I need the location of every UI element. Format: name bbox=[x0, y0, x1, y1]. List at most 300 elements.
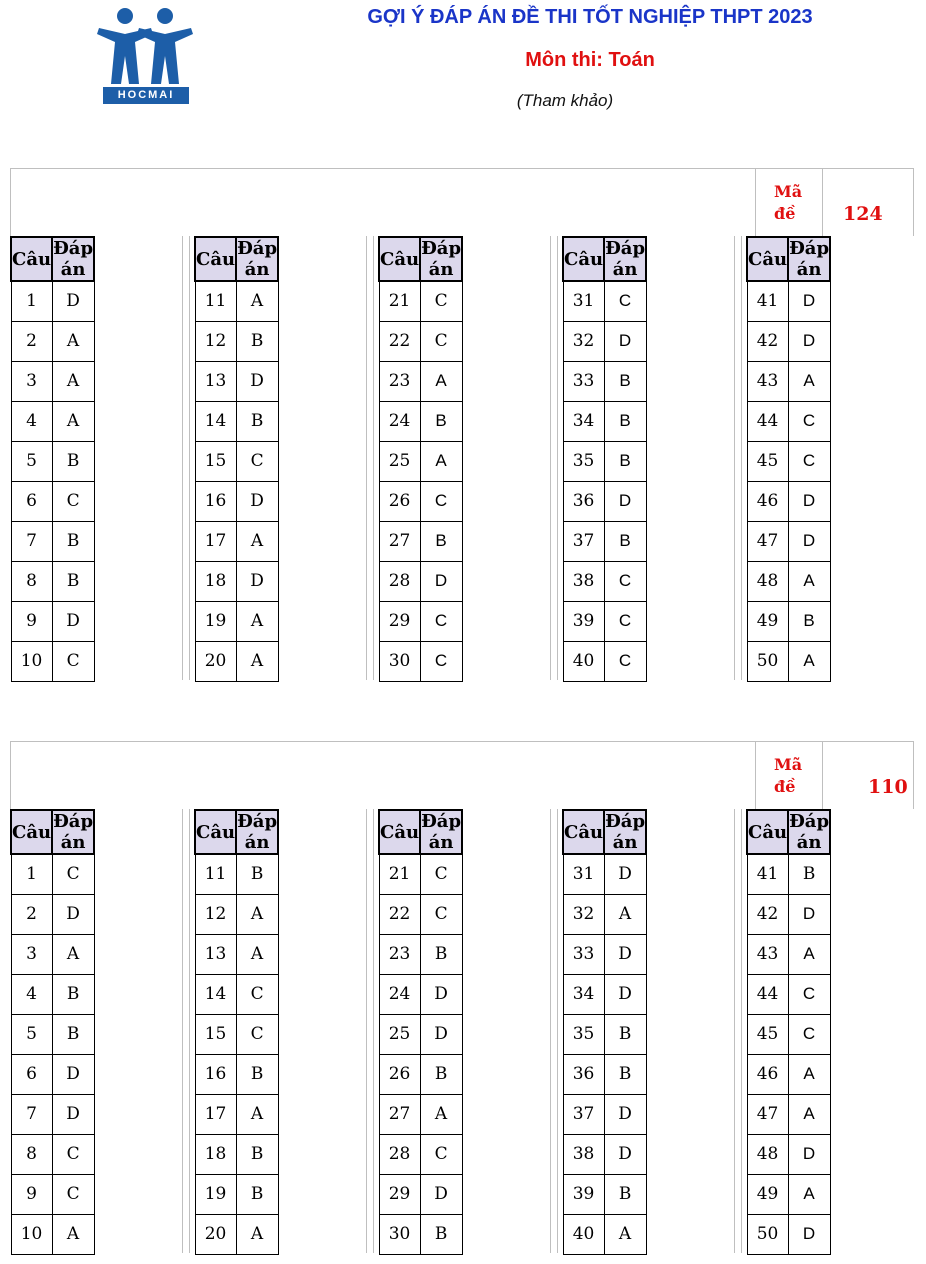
answer-value: B bbox=[420, 521, 462, 561]
table-row bbox=[379, 934, 462, 974]
answer-value: A bbox=[788, 934, 830, 974]
question-number: 19 bbox=[195, 1174, 236, 1214]
question-number: 34 bbox=[563, 401, 604, 441]
question-number: 50 bbox=[747, 1214, 788, 1254]
answer-value: A bbox=[788, 1174, 830, 1214]
answer-group-table bbox=[562, 809, 647, 1255]
question-number: 10 bbox=[11, 641, 52, 681]
table-row bbox=[747, 1014, 830, 1054]
question-number: 29 bbox=[379, 601, 420, 641]
table-row bbox=[195, 361, 278, 401]
question-number: 17 bbox=[195, 521, 236, 561]
answer-value: D bbox=[52, 1094, 94, 1134]
question-number: 28 bbox=[379, 561, 420, 601]
subject-title: Môn thi: Toán bbox=[525, 49, 655, 71]
answer-value: B bbox=[52, 441, 94, 481]
question-number: 18 bbox=[195, 561, 236, 601]
question-number: 38 bbox=[563, 1134, 604, 1174]
question-number: 1 bbox=[11, 854, 52, 894]
table-header-row bbox=[195, 810, 278, 854]
table-row bbox=[379, 321, 462, 361]
table-row bbox=[563, 1094, 646, 1134]
question-number: 37 bbox=[563, 1094, 604, 1134]
answer-column-header: Đáp án bbox=[53, 238, 94, 280]
table-header-row bbox=[563, 237, 646, 281]
answer-column-header: Đáp án bbox=[605, 811, 646, 853]
question-number: 37 bbox=[563, 521, 604, 561]
question-number: 20 bbox=[195, 1214, 236, 1254]
answer-value: A bbox=[236, 281, 278, 321]
table-row bbox=[747, 1214, 830, 1254]
exam-code-value: 110 bbox=[868, 776, 908, 798]
table-row bbox=[563, 481, 646, 521]
answer-value: D bbox=[604, 934, 646, 974]
question-number: 10 bbox=[11, 1214, 52, 1254]
answer-value: A bbox=[236, 894, 278, 934]
question-number: 14 bbox=[195, 974, 236, 1014]
table-row bbox=[195, 521, 278, 561]
table-row bbox=[563, 281, 646, 321]
answer-value: B bbox=[52, 1014, 94, 1054]
question-column-header: Câu bbox=[379, 810, 420, 854]
answer-value: C bbox=[52, 854, 94, 894]
question-number: 9 bbox=[11, 1174, 52, 1214]
question-number: 14 bbox=[195, 401, 236, 441]
table-row bbox=[195, 281, 278, 321]
answer-column-header: Đáp án bbox=[421, 238, 462, 280]
table-row bbox=[747, 974, 830, 1014]
question-number: 9 bbox=[11, 601, 52, 641]
question-number: 49 bbox=[747, 601, 788, 641]
answer-value: B bbox=[604, 1174, 646, 1214]
answer-value: B bbox=[236, 854, 278, 894]
table-row bbox=[747, 281, 830, 321]
answer-value: A bbox=[236, 601, 278, 641]
answer-key-block bbox=[10, 741, 914, 1257]
table-row bbox=[563, 1174, 646, 1214]
answer-value: A bbox=[420, 441, 462, 481]
question-number: 26 bbox=[379, 1054, 420, 1094]
answer-column-header: Đáp án bbox=[237, 238, 278, 280]
table-row bbox=[379, 1174, 462, 1214]
answer-value: A bbox=[236, 1214, 278, 1254]
answer-value: D bbox=[420, 561, 462, 601]
question-number: 4 bbox=[11, 401, 52, 441]
table-row bbox=[195, 974, 278, 1014]
answer-value: B bbox=[604, 1014, 646, 1054]
table-row bbox=[563, 1134, 646, 1174]
question-number: 22 bbox=[379, 321, 420, 361]
question-number: 21 bbox=[379, 854, 420, 894]
answer-value: D bbox=[52, 894, 94, 934]
question-number: 27 bbox=[379, 521, 420, 561]
question-number: 41 bbox=[747, 281, 788, 321]
question-number: 8 bbox=[11, 1134, 52, 1174]
answer-value: C bbox=[236, 974, 278, 1014]
question-number: 47 bbox=[747, 1094, 788, 1134]
question-number: 12 bbox=[195, 894, 236, 934]
question-number: 26 bbox=[379, 481, 420, 521]
table-row bbox=[563, 441, 646, 481]
exam-code-label: Mã đề bbox=[755, 169, 823, 237]
answer-value: D bbox=[788, 281, 830, 321]
table-row bbox=[11, 401, 94, 441]
column-separator bbox=[550, 236, 558, 680]
answer-value: C bbox=[236, 1014, 278, 1054]
answer-value: C bbox=[52, 1174, 94, 1214]
question-number: 1 bbox=[11, 281, 52, 321]
answer-value: C bbox=[788, 1014, 830, 1054]
table-row bbox=[563, 401, 646, 441]
table-header-row bbox=[379, 810, 462, 854]
table-row bbox=[379, 894, 462, 934]
question-column-header: Câu bbox=[563, 810, 604, 854]
question-number: 21 bbox=[379, 281, 420, 321]
answer-value: C bbox=[604, 601, 646, 641]
table-row bbox=[747, 361, 830, 401]
table-row bbox=[195, 1174, 278, 1214]
table-row bbox=[195, 1054, 278, 1094]
table-row bbox=[563, 521, 646, 561]
question-number: 13 bbox=[195, 361, 236, 401]
answer-value: C bbox=[604, 641, 646, 681]
column-separator bbox=[734, 809, 742, 1253]
answer-group-table bbox=[378, 236, 463, 682]
answer-column-header: Đáp án bbox=[605, 238, 646, 280]
table-row bbox=[195, 321, 278, 361]
answer-value: A bbox=[604, 894, 646, 934]
answer-value: B bbox=[420, 1214, 462, 1254]
answer-value: A bbox=[52, 1214, 94, 1254]
table-row bbox=[11, 521, 94, 561]
answer-value: D bbox=[788, 894, 830, 934]
exam-code-header bbox=[10, 741, 914, 809]
question-number: 20 bbox=[195, 641, 236, 681]
answer-value: A bbox=[788, 1054, 830, 1094]
question-column-header: Câu bbox=[11, 237, 52, 281]
question-number: 16 bbox=[195, 1054, 236, 1094]
table-row bbox=[747, 481, 830, 521]
table-row bbox=[11, 561, 94, 601]
answer-value: B bbox=[420, 1054, 462, 1094]
answer-key-block bbox=[10, 168, 914, 684]
table-row bbox=[379, 974, 462, 1014]
table-row bbox=[195, 1014, 278, 1054]
answer-value: D bbox=[52, 281, 94, 321]
question-number: 32 bbox=[563, 321, 604, 361]
answer-value: C bbox=[52, 1134, 94, 1174]
question-number: 44 bbox=[747, 974, 788, 1014]
answer-value: C bbox=[420, 641, 462, 681]
table-row bbox=[563, 1214, 646, 1254]
question-number: 4 bbox=[11, 974, 52, 1014]
question-number: 39 bbox=[563, 1174, 604, 1214]
answer-group-table bbox=[562, 236, 647, 682]
table-row bbox=[563, 641, 646, 681]
question-number: 16 bbox=[195, 481, 236, 521]
table-row bbox=[195, 934, 278, 974]
question-number: 46 bbox=[747, 481, 788, 521]
table-header-row bbox=[379, 237, 462, 281]
answer-value: A bbox=[52, 321, 94, 361]
answer-value: D bbox=[604, 481, 646, 521]
answer-value: A bbox=[236, 641, 278, 681]
answer-value: D bbox=[604, 321, 646, 361]
question-number: 40 bbox=[563, 1214, 604, 1254]
answer-value: A bbox=[52, 934, 94, 974]
table-row bbox=[11, 321, 94, 361]
table-header-row bbox=[563, 810, 646, 854]
question-number: 32 bbox=[563, 894, 604, 934]
question-number: 3 bbox=[11, 934, 52, 974]
table-row bbox=[563, 321, 646, 361]
question-number: 12 bbox=[195, 321, 236, 361]
answer-group-table bbox=[10, 236, 95, 682]
question-number: 40 bbox=[563, 641, 604, 681]
answer-value: C bbox=[52, 481, 94, 521]
answer-value: B bbox=[788, 854, 830, 894]
answer-value: C bbox=[420, 601, 462, 641]
table-row bbox=[11, 281, 94, 321]
question-number: 7 bbox=[11, 1094, 52, 1134]
answer-value: C bbox=[420, 321, 462, 361]
question-number: 25 bbox=[379, 441, 420, 481]
table-row bbox=[563, 894, 646, 934]
question-number: 30 bbox=[379, 1214, 420, 1254]
table-row bbox=[379, 641, 462, 681]
table-row bbox=[195, 481, 278, 521]
question-number: 31 bbox=[563, 281, 604, 321]
question-number: 34 bbox=[563, 974, 604, 1014]
table-header-row bbox=[747, 237, 830, 281]
table-row bbox=[11, 481, 94, 521]
answer-value: B bbox=[420, 934, 462, 974]
answer-value: C bbox=[788, 401, 830, 441]
question-column-header: Câu bbox=[563, 237, 604, 281]
answer-value: B bbox=[236, 1174, 278, 1214]
answer-column-header: Đáp án bbox=[53, 811, 94, 853]
table-row bbox=[11, 1134, 94, 1174]
answer-value: D bbox=[236, 361, 278, 401]
column-separator bbox=[182, 236, 190, 680]
question-number: 28 bbox=[379, 1134, 420, 1174]
answer-value: D bbox=[788, 521, 830, 561]
question-number: 50 bbox=[747, 641, 788, 681]
table-row bbox=[747, 641, 830, 681]
answer-value: B bbox=[604, 401, 646, 441]
answer-value: C bbox=[420, 481, 462, 521]
table-row bbox=[747, 441, 830, 481]
column-separator bbox=[734, 236, 742, 680]
table-row bbox=[747, 1134, 830, 1174]
table-row bbox=[11, 974, 94, 1014]
question-number: 41 bbox=[747, 854, 788, 894]
answer-value: A bbox=[236, 1094, 278, 1134]
question-number: 11 bbox=[195, 281, 236, 321]
table-row bbox=[11, 361, 94, 401]
table-row bbox=[747, 934, 830, 974]
answer-value: D bbox=[420, 1014, 462, 1054]
table-row bbox=[563, 934, 646, 974]
table-row bbox=[11, 934, 94, 974]
table-row bbox=[747, 1054, 830, 1094]
table-row bbox=[195, 854, 278, 894]
answer-group-table bbox=[194, 809, 279, 1255]
hocmai-figures-icon bbox=[95, 4, 195, 88]
question-number: 48 bbox=[747, 1134, 788, 1174]
answer-value: D bbox=[236, 561, 278, 601]
table-row bbox=[563, 854, 646, 894]
answer-value: C bbox=[420, 1134, 462, 1174]
table-row bbox=[195, 601, 278, 641]
question-number: 22 bbox=[379, 894, 420, 934]
answer-column-header: Đáp án bbox=[789, 811, 830, 853]
answer-value: B bbox=[604, 1054, 646, 1094]
table-row bbox=[195, 894, 278, 934]
table-row bbox=[11, 1174, 94, 1214]
table-row bbox=[747, 561, 830, 601]
column-separator bbox=[366, 809, 374, 1253]
question-number: 35 bbox=[563, 1014, 604, 1054]
answer-value: D bbox=[52, 1054, 94, 1094]
answer-value: D bbox=[788, 1214, 830, 1254]
answer-value: B bbox=[604, 361, 646, 401]
question-number: 8 bbox=[11, 561, 52, 601]
answer-value: B bbox=[236, 1134, 278, 1174]
table-row bbox=[195, 1134, 278, 1174]
question-column-header: Câu bbox=[747, 810, 788, 854]
answer-value: C bbox=[420, 854, 462, 894]
question-number: 48 bbox=[747, 561, 788, 601]
table-row bbox=[379, 601, 462, 641]
page-title: GỢI Ý ĐÁP ÁN ĐỀ THI TỐT NGHIỆP THPT 2023 bbox=[367, 6, 813, 28]
answer-value: A bbox=[52, 361, 94, 401]
table-row bbox=[379, 521, 462, 561]
table-row bbox=[11, 1094, 94, 1134]
answer-value: A bbox=[788, 1094, 830, 1134]
question-number: 36 bbox=[563, 1054, 604, 1094]
hocmai-logo bbox=[95, 4, 195, 104]
answer-value: C bbox=[420, 894, 462, 934]
question-number: 42 bbox=[747, 894, 788, 934]
table-row bbox=[195, 1214, 278, 1254]
answer-value: B bbox=[604, 521, 646, 561]
table-row bbox=[379, 361, 462, 401]
table-row bbox=[747, 521, 830, 561]
question-number: 2 bbox=[11, 894, 52, 934]
table-row bbox=[747, 1174, 830, 1214]
question-number: 43 bbox=[747, 361, 788, 401]
table-row bbox=[379, 401, 462, 441]
table-row bbox=[747, 854, 830, 894]
answer-value: A bbox=[788, 361, 830, 401]
question-number: 25 bbox=[379, 1014, 420, 1054]
answer-value: A bbox=[788, 561, 830, 601]
question-column-header: Câu bbox=[11, 810, 52, 854]
table-row bbox=[11, 1214, 94, 1254]
answer-value: B bbox=[52, 561, 94, 601]
question-number: 31 bbox=[563, 854, 604, 894]
question-column-header: Câu bbox=[747, 237, 788, 281]
answer-value: D bbox=[788, 321, 830, 361]
exam-code-value: 124 bbox=[843, 203, 883, 225]
question-number: 15 bbox=[195, 1014, 236, 1054]
table-row bbox=[563, 1014, 646, 1054]
question-number: 39 bbox=[563, 601, 604, 641]
table-row bbox=[11, 601, 94, 641]
table-row bbox=[379, 481, 462, 521]
question-number: 6 bbox=[11, 481, 52, 521]
answer-value: C bbox=[604, 561, 646, 601]
question-number: 6 bbox=[11, 1054, 52, 1094]
question-number: 24 bbox=[379, 974, 420, 1014]
answer-value: A bbox=[236, 521, 278, 561]
answer-value: B bbox=[52, 974, 94, 1014]
question-number: 45 bbox=[747, 1014, 788, 1054]
table-row bbox=[379, 1094, 462, 1134]
table-row bbox=[379, 1214, 462, 1254]
table-row bbox=[747, 321, 830, 361]
answer-column-header: Đáp án bbox=[421, 811, 462, 853]
question-column-header: Câu bbox=[379, 237, 420, 281]
question-number: 23 bbox=[379, 934, 420, 974]
answer-value: D bbox=[604, 1094, 646, 1134]
question-number: 3 bbox=[11, 361, 52, 401]
table-row bbox=[379, 1014, 462, 1054]
answer-value: D bbox=[420, 1174, 462, 1214]
table-row bbox=[195, 641, 278, 681]
table-header-row bbox=[195, 237, 278, 281]
answer-value: A bbox=[236, 934, 278, 974]
answer-value: D bbox=[52, 601, 94, 641]
answer-value: C bbox=[788, 974, 830, 1014]
question-number: 19 bbox=[195, 601, 236, 641]
answer-value: C bbox=[236, 441, 278, 481]
question-number: 13 bbox=[195, 934, 236, 974]
question-column-header: Câu bbox=[195, 810, 236, 854]
question-number: 24 bbox=[379, 401, 420, 441]
answer-value: B bbox=[236, 1054, 278, 1094]
question-number: 38 bbox=[563, 561, 604, 601]
answer-value: D bbox=[236, 481, 278, 521]
answer-group-table bbox=[746, 236, 831, 682]
question-number: 43 bbox=[747, 934, 788, 974]
question-number: 33 bbox=[563, 361, 604, 401]
table-row bbox=[195, 441, 278, 481]
answer-value: D bbox=[788, 481, 830, 521]
table-header-row bbox=[11, 237, 94, 281]
answer-value: D bbox=[604, 854, 646, 894]
question-number: 15 bbox=[195, 441, 236, 481]
answer-column-header: Đáp án bbox=[789, 238, 830, 280]
question-number: 11 bbox=[195, 854, 236, 894]
answer-value: B bbox=[420, 401, 462, 441]
answer-value: D bbox=[604, 1134, 646, 1174]
question-number: 5 bbox=[11, 441, 52, 481]
question-number: 33 bbox=[563, 934, 604, 974]
answer-value: C bbox=[52, 641, 94, 681]
reference-note: (Tham khảo) bbox=[516, 91, 614, 110]
question-number: 46 bbox=[747, 1054, 788, 1094]
answer-value: C bbox=[788, 441, 830, 481]
table-row bbox=[379, 281, 462, 321]
question-number: 36 bbox=[563, 481, 604, 521]
question-number: 2 bbox=[11, 321, 52, 361]
table-row bbox=[379, 1054, 462, 1094]
column-separator bbox=[182, 809, 190, 1253]
answer-value: B bbox=[236, 321, 278, 361]
answer-group-table bbox=[746, 809, 831, 1255]
